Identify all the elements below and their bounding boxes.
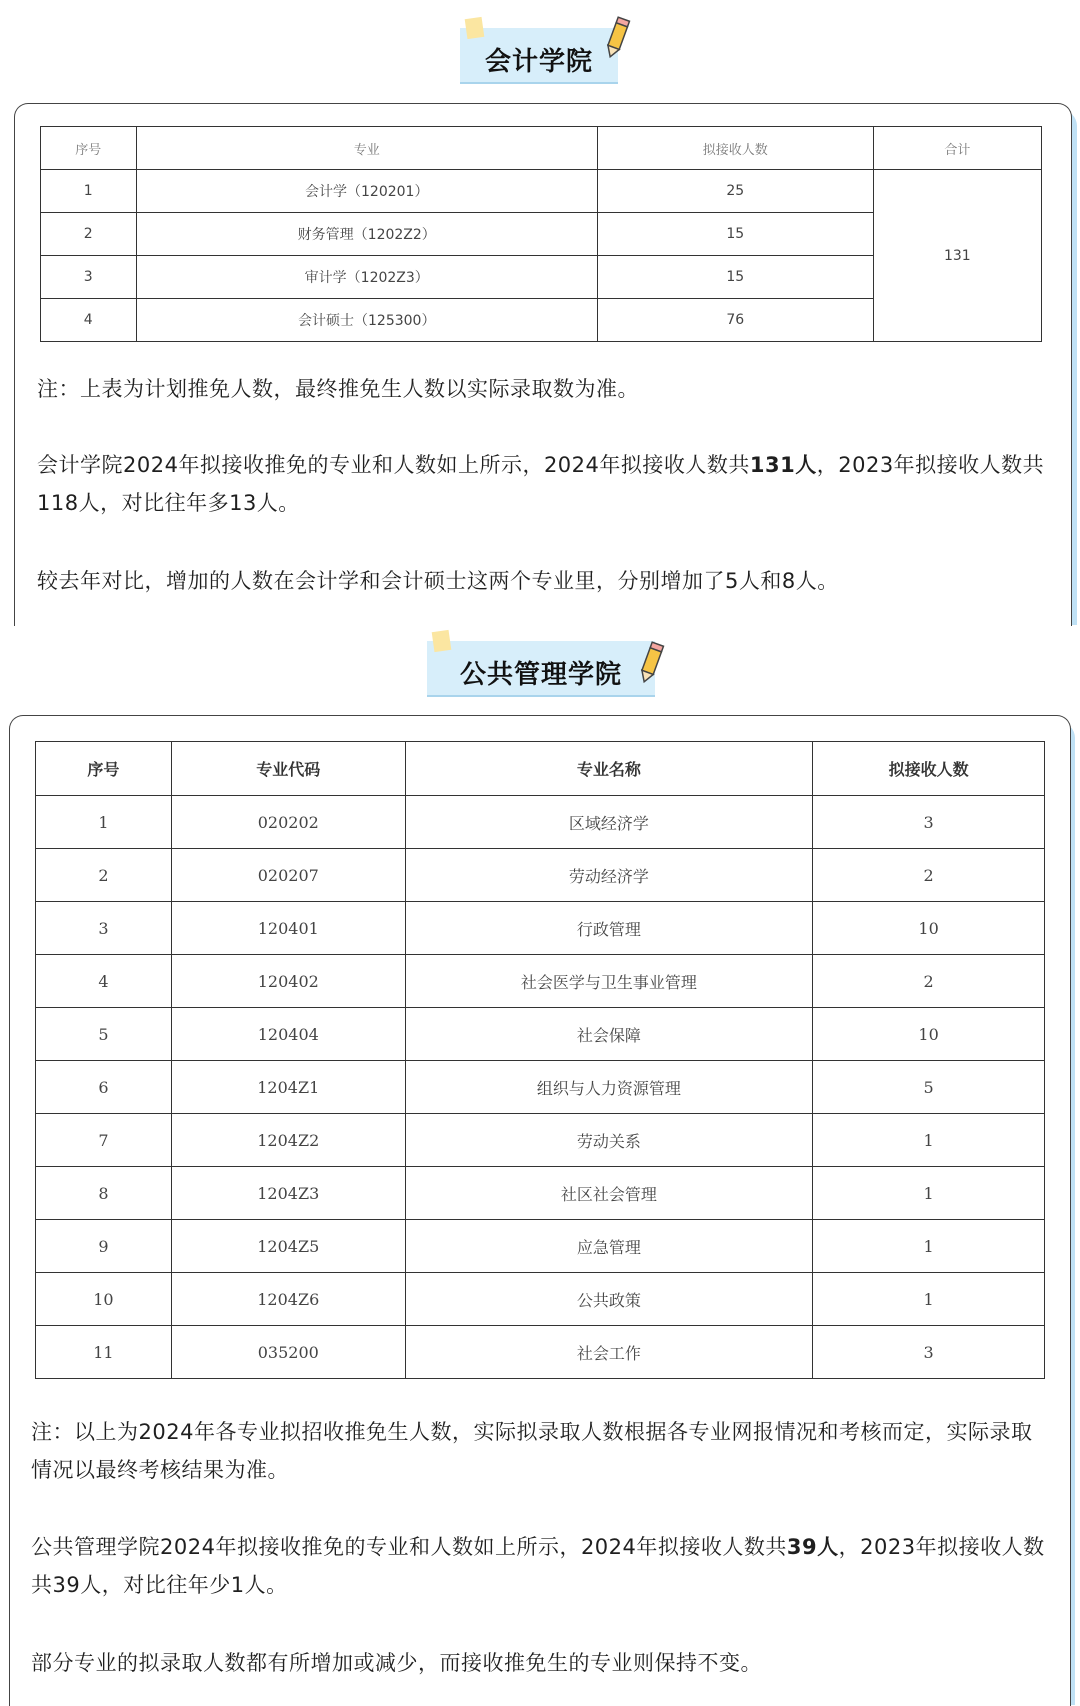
quota-count: 15 [597, 213, 873, 256]
quota-count: 1 [813, 1273, 1045, 1326]
major-code: 1204Z1 [171, 1061, 405, 1114]
row-number: 1 [41, 170, 137, 213]
table-row [36, 1061, 1045, 1114]
header-cell: 专业代码 [171, 742, 405, 796]
quota-count: 10 [813, 902, 1045, 955]
summary-text [37, 446, 1052, 522]
table-row [36, 1220, 1045, 1273]
quota-count: 1 [813, 1114, 1045, 1167]
summary-part: 公共管理学院2024年拟接收推免的专业和人数如上所示，2024年拟接收人数共 [31, 1535, 787, 1559]
major-code: 1204Z2 [171, 1114, 405, 1167]
table-row [36, 1273, 1045, 1326]
row-number: 9 [36, 1220, 172, 1273]
major-name: 社会保障 [405, 1008, 813, 1061]
header-cell: 合计 [873, 127, 1041, 170]
comparison-text: 较去年对比，增加的人数在会计学和会计硕士这两个专业里，分别增加了5人和8人。 [37, 569, 839, 593]
row-number: 8 [36, 1167, 172, 1220]
major-code: 120402 [171, 955, 405, 1008]
public-admin-title-tag [427, 641, 655, 697]
section-title: 会计学院 [484, 47, 593, 77]
quota-count: 2 [813, 955, 1045, 1008]
row-number: 4 [41, 299, 137, 342]
row-number: 3 [36, 902, 172, 955]
major-name: 劳动经济学 [405, 849, 813, 902]
section-title: 公共管理学院 [459, 660, 622, 690]
major-name: 社会工作 [405, 1326, 813, 1379]
table-row [36, 1114, 1045, 1167]
public-admin-table [35, 741, 1045, 1379]
header-cell: 序号 [36, 742, 172, 796]
note-text: 注：上表为计划推免人数，最终推免生人数以实际录取数为准。 [37, 377, 639, 401]
major-name: 组织与人力资源管理 [405, 1061, 813, 1114]
quota-count: 1 [813, 1220, 1045, 1273]
row-number: 1 [36, 796, 172, 849]
pencil-icon [636, 641, 666, 685]
table-header-row [41, 127, 1042, 170]
header-cell: 序号 [41, 127, 137, 170]
table-row [36, 796, 1045, 849]
header-cell: 专业 [136, 127, 597, 170]
row-number: 5 [36, 1008, 172, 1061]
quota-count: 1 [813, 1167, 1045, 1220]
major-name: 会计学（120201） [136, 170, 597, 213]
major-name: 审计学（1202Z3） [136, 256, 597, 299]
note-text: 注：以上为2024年各专业拟招收推免生人数，实际拟录取人数根据各专业网报情况和考核而定，实际录取情况以最终考核结果为准。 [31, 1420, 1033, 1482]
accounting-section [0, 0, 1080, 625]
table-row [36, 1326, 1045, 1379]
quota-count: 15 [597, 256, 873, 299]
sticky-note-icon [465, 17, 485, 39]
row-number: 10 [36, 1273, 172, 1326]
major-name: 社区社会管理 [405, 1167, 813, 1220]
row-number: 3 [41, 256, 137, 299]
major-name: 行政管理 [405, 902, 813, 955]
table-row [36, 902, 1045, 955]
row-number: 2 [36, 849, 172, 902]
table-row [36, 1167, 1045, 1220]
major-code: 120401 [171, 902, 405, 955]
quota-count: 10 [813, 1008, 1045, 1061]
summary-highlight: 131人 [749, 453, 817, 477]
table-row [41, 170, 1042, 213]
major-code: 120404 [171, 1008, 405, 1061]
quota-count: 76 [597, 299, 873, 342]
major-code: 020207 [171, 849, 405, 902]
major-code: 1204Z5 [171, 1220, 405, 1273]
row-number: 11 [36, 1326, 172, 1379]
table-row [36, 955, 1045, 1008]
summary-part: 会计学院2024年拟接收推免的专业和人数如上所示，2024年拟接收人数共 [37, 453, 750, 477]
major-code: 1204Z6 [171, 1273, 405, 1326]
header-cell: 专业名称 [405, 742, 813, 796]
row-number: 4 [36, 955, 172, 1008]
summary-highlight: 39人 [786, 1535, 839, 1559]
summary-part: ，2023年拟接收人数共118人，对比往年多13人。 [37, 453, 1045, 515]
major-name: 会计硕士（125300） [136, 299, 597, 342]
quota-count: 25 [597, 170, 873, 213]
comparison-text: 部分专业的拟录取人数都有所增加或减少，而接收推免生的专业则保持不变。 [31, 1651, 762, 1675]
quota-count: 3 [813, 796, 1045, 849]
header-cell: 拟接收人数 [813, 742, 1045, 796]
total-count: 131 [873, 170, 1041, 342]
accounting-title-tag [460, 28, 618, 84]
table-row [36, 1008, 1045, 1061]
quota-count: 3 [813, 1326, 1045, 1379]
major-name: 社会医学与卫生事业管理 [405, 955, 813, 1008]
summary-text [31, 1528, 1051, 1604]
pencil-icon [602, 16, 632, 60]
row-number: 2 [41, 213, 137, 256]
accounting-table [40, 126, 1042, 342]
header-cell: 拟接收人数 [597, 127, 873, 170]
major-name: 财务管理（1202Z2） [136, 213, 597, 256]
major-name: 公共政策 [405, 1273, 813, 1326]
row-number: 6 [36, 1061, 172, 1114]
major-name: 区域经济学 [405, 796, 813, 849]
major-name: 劳动关系 [405, 1114, 813, 1167]
sticky-note-icon [432, 630, 452, 652]
major-name: 应急管理 [405, 1220, 813, 1273]
summary-part: ，2023年拟接收人数共39人，对比往年少1人。 [31, 1535, 1045, 1597]
table-header-row [36, 742, 1045, 796]
major-code: 020202 [171, 796, 405, 849]
quota-count: 2 [813, 849, 1045, 902]
major-code: 1204Z3 [171, 1167, 405, 1220]
major-code: 035200 [171, 1326, 405, 1379]
table-row [36, 849, 1045, 902]
row-number: 7 [36, 1114, 172, 1167]
quota-count: 5 [813, 1061, 1045, 1114]
